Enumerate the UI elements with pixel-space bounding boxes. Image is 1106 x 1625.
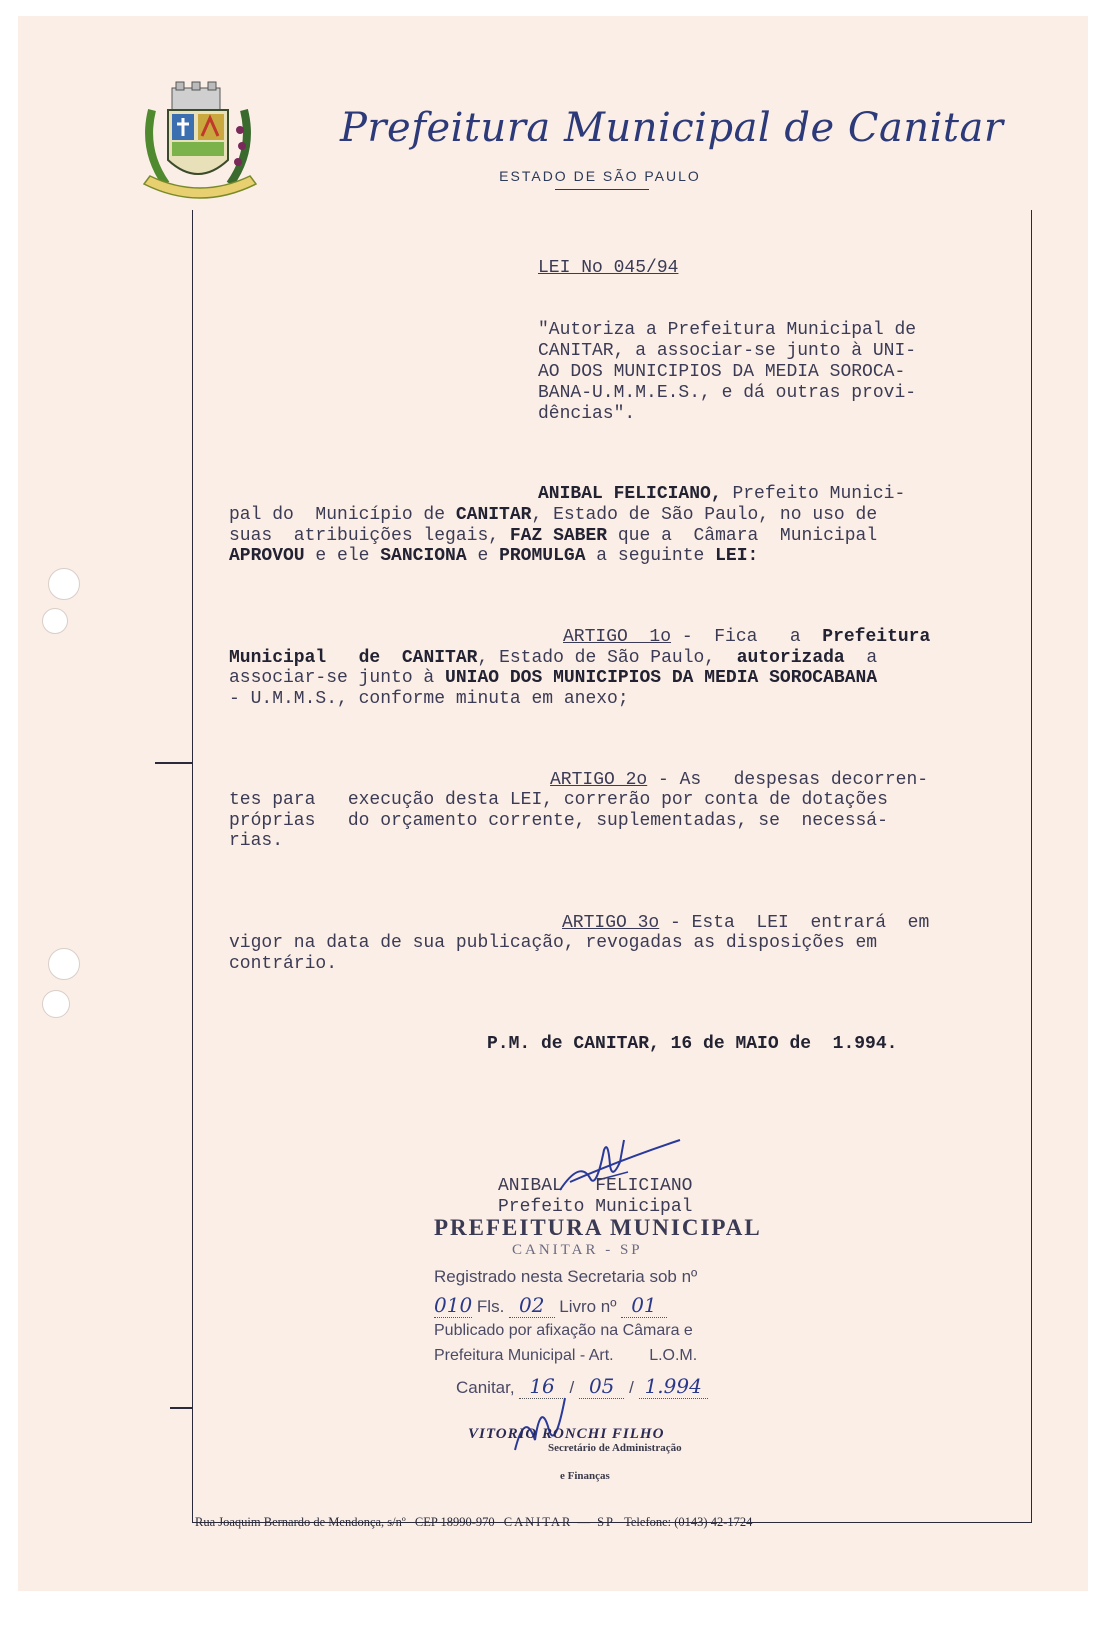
preamble-text: e ele — [304, 546, 381, 566]
article-bold: de — [326, 648, 402, 668]
page-footer — [195, 1515, 1035, 1530]
stamp-registered: Registrado nesta Secretaria sob nº — [434, 1267, 698, 1286]
ementa-line: BANA-U.M.M.E.S., e dá outras provi- — [538, 383, 917, 403]
footer-address: Rua Joaquim Bernardo de Mendonça, s/nº — [195, 1515, 406, 1529]
livro-label: Livro nº — [559, 1297, 617, 1316]
article-bold: Prefeitura — [822, 627, 931, 647]
footer-cep: CEP 18990-970 — [414, 1515, 495, 1529]
secretary-name: VITORIO RONCHI FILHO — [468, 1426, 665, 1442]
punch-hole — [42, 990, 70, 1018]
fls-value: 02 — [509, 1293, 554, 1318]
article-bold: Municipal — [229, 648, 327, 668]
preamble-text: Prefeito Munici- — [721, 484, 906, 504]
article-heading: ARTIGO 3o — [562, 913, 660, 933]
law-number: LEI No 045/94 — [538, 258, 679, 278]
article-line: tes para execução desta LEI, correrão por conta de dotações — [229, 790, 888, 810]
article-text: a — [844, 648, 878, 668]
article-line — [563, 627, 930, 648]
article-line — [562, 913, 929, 934]
punch-hole — [48, 948, 80, 980]
preamble-text: que a Câmara Municipal — [607, 526, 878, 546]
ementa-line: dências". — [538, 404, 636, 424]
footer-phone: Telefone: (0143) 42-1724 — [624, 1515, 753, 1529]
stamp-book-line — [434, 1293, 764, 1317]
article-line: - U.M.M.S., conforme minuta em anexo; — [229, 689, 629, 709]
article-line: rias. — [229, 831, 284, 851]
stamp-city: CANITAR - SP — [512, 1242, 643, 1258]
page-subtitle: ESTADO DE SÃO PAULO — [499, 168, 701, 184]
punch-hole — [48, 568, 80, 600]
margin-mark — [170, 1407, 192, 1409]
article-text: associar-se junto à — [229, 668, 446, 688]
date-month: 05 — [579, 1374, 624, 1399]
subtitle-underline — [555, 189, 649, 190]
preamble-line — [229, 505, 877, 526]
secretary-role: Secretário de Administração — [548, 1442, 682, 1454]
ementa-line: CANITAR, a associar-se junto à UNI- — [538, 341, 917, 361]
signer-role: Prefeito Municipal — [498, 1197, 693, 1217]
ementa-line: "Autoriza a Prefeitura Municipal de — [538, 320, 917, 340]
livro-value: 01 — [621, 1293, 666, 1318]
preamble-line — [229, 546, 758, 567]
preamble-bold: FAZ SABER — [509, 526, 608, 546]
margin-mark — [155, 762, 192, 764]
date-day: 16 — [519, 1374, 564, 1399]
article-text: , Estado de São Paulo, — [477, 648, 737, 668]
stamp-published: Publicado por afixação na Câmara e — [434, 1322, 693, 1339]
article-line — [229, 648, 877, 669]
preamble-text: pal do Município de — [229, 505, 456, 525]
preamble-text: e — [466, 546, 500, 566]
article-line: contrário. — [229, 954, 338, 974]
preamble-bold: LEI: — [715, 546, 759, 566]
article-bold: autorizada — [736, 648, 845, 668]
preamble-line — [229, 526, 877, 547]
stamp-published: Prefeitura Municipal - Art. L.O.M. — [434, 1347, 698, 1364]
date-year: 1.994 — [639, 1374, 708, 1399]
article-bold: UNIAO DOS MUNICIPIOS DA MEDIA SOROCABANA — [445, 668, 878, 688]
page-title: Prefeitura Municipal de Canitar — [340, 105, 1004, 151]
municipal-coat-of-arms-icon — [138, 80, 262, 214]
article-line: próprias do orçamento corrente, suplementadas, se necessá- — [229, 811, 888, 831]
article-text: - Esta LEI entrará em — [659, 913, 930, 933]
mayor-name: ANIBAL FELICIANO, — [538, 484, 722, 504]
article-text: - As despesas decorren- — [647, 770, 929, 790]
article-bold: CANITAR — [401, 648, 478, 668]
stamp-org: PREFEITURA MUNICIPAL — [434, 1215, 762, 1240]
article-heading: ARTIGO 2o — [550, 770, 648, 790]
article-line — [550, 770, 928, 791]
footer-city: CANITAR — SP — [503, 1515, 615, 1529]
stamp-date-line: Canitar, 16 / 05 / 1.994 — [456, 1374, 708, 1398]
article-line — [229, 668, 877, 689]
preamble-text: , Estado de São Paulo, no uso de — [531, 505, 878, 525]
preamble-bold: CANITAR — [455, 505, 532, 525]
article-heading: ARTIGO 1o — [563, 627, 672, 647]
preamble-text: a seguinte — [585, 546, 716, 566]
reg-number: 010 — [434, 1293, 473, 1317]
article-line: vigor na data de sua publicação, revogadas as disposições em — [229, 933, 878, 953]
ementa-line: AO DOS MUNICIPIOS DA MEDIA SOROCA- — [538, 362, 906, 382]
preamble-text: suas atribuições legais, — [229, 526, 510, 546]
fls-label: Fls. — [476, 1297, 505, 1316]
secretary-role: e Finanças — [560, 1470, 610, 1482]
preamble-bold: APROVOU — [229, 546, 305, 566]
date-label: Canitar, — [456, 1378, 515, 1397]
preamble-bold: SANCIONA — [380, 546, 467, 566]
punch-hole — [42, 608, 68, 634]
signer-name: ANIBAL FELICIANO — [498, 1176, 693, 1196]
article-text: - Fica a — [671, 627, 823, 647]
preamble-bold: PROMULGA — [499, 546, 586, 566]
preamble-line — [538, 484, 905, 505]
date-line: P.M. de CANITAR, 16 de MAIO de 1.994. — [487, 1034, 898, 1054]
